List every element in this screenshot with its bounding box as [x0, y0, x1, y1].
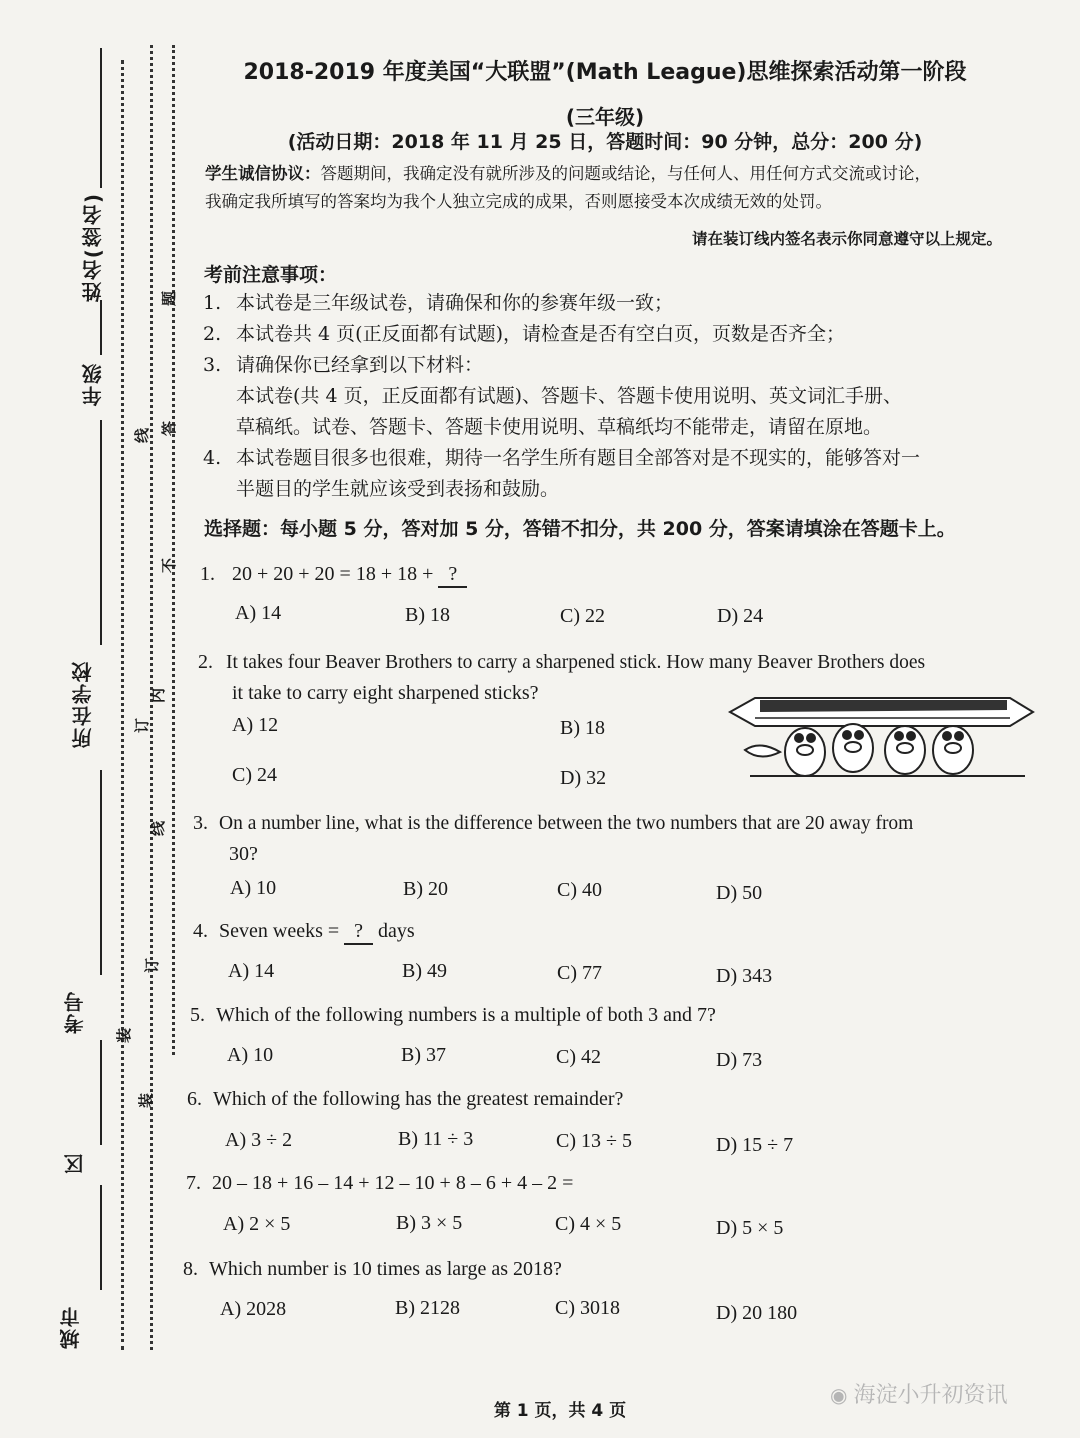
- notes-title: 考前注意事项：: [204, 264, 338, 286]
- exam-no-line: [100, 1040, 102, 1145]
- question-5: [190, 1004, 716, 1027]
- q4-option-c[interactable]: C) 77: [557, 962, 602, 984]
- name-line: [100, 48, 102, 188]
- question-text-line-2: it take to carry eight sharpened sticks?: [232, 682, 539, 704]
- note-2: [203, 319, 1043, 350]
- q4-option-d[interactable]: D) 343: [716, 965, 773, 987]
- q2-option-b[interactable]: B) 18: [560, 717, 605, 739]
- q5-option-c[interactable]: C) 42: [556, 1046, 601, 1068]
- q2-option-a[interactable]: A) 12: [232, 714, 279, 736]
- note-3: [203, 350, 1043, 381]
- q5-option-b[interactable]: B) 37: [401, 1044, 446, 1066]
- marker-da: 答: [160, 420, 179, 437]
- note-4: [203, 443, 1043, 474]
- q3-option-d[interactable]: D) 50: [716, 882, 763, 904]
- question-number: 8.: [183, 1258, 198, 1280]
- note-num: 2.: [203, 323, 222, 345]
- note-4-line-b: 半题目的学生就应该受到表扬和鼓励。: [236, 478, 560, 500]
- marker-xian-2: 线: [149, 820, 168, 837]
- question-text: Which of the following numbers is a multiple of both 3 and 7?: [216, 1004, 716, 1026]
- grade-line: [100, 420, 102, 645]
- note-num: 4.: [203, 447, 222, 469]
- honor-agreement: [205, 160, 1035, 216]
- q3-option-a[interactable]: A) 10: [230, 877, 277, 899]
- q8-option-c[interactable]: C) 3018: [555, 1297, 620, 1319]
- honor-line-1: 答题期间，我确定没有就所涉及的问题或结论，与任何人、用任何方式交流或讨论，: [320, 164, 931, 183]
- answer-blank: ?: [438, 563, 467, 588]
- q1-option-b[interactable]: B) 18: [405, 604, 450, 626]
- beaver-4: [933, 726, 973, 774]
- marker-ti: 题: [160, 290, 179, 307]
- q8-option-d[interactable]: D) 20 180: [716, 1302, 798, 1324]
- note-num: 3.: [203, 354, 222, 376]
- notes-list: [203, 288, 1043, 505]
- exam-grade: (三年级): [565, 105, 645, 129]
- beaver-3: [885, 726, 925, 774]
- marker-ding-2: 订: [143, 957, 162, 974]
- question-text: Which number is 10 times as large as 2018?: [209, 1258, 562, 1280]
- note-num: 1.: [203, 292, 222, 314]
- sidebar-school-label: 所在学校: [71, 660, 95, 748]
- wechat-icon: ◉: [830, 1383, 848, 1407]
- marker-zhuang-1: 装: [115, 1027, 134, 1044]
- q5-option-a[interactable]: A) 10: [227, 1044, 274, 1066]
- beaver-tail: [745, 745, 780, 756]
- question-8: [183, 1258, 562, 1281]
- note-text: 本试卷是三年级试卷，请确保和你的参赛年级一致；: [236, 292, 674, 314]
- sign-note: 请在装订线内签名表示你同意遵守以上规定。: [691, 230, 1002, 248]
- answer-blank: ?: [344, 920, 373, 945]
- marker-zhuang-2: 装: [137, 1092, 156, 1109]
- sidebar-exam-no-label: 考号: [63, 990, 87, 1034]
- page-footer: 第 1 页，共 4 页: [493, 1401, 627, 1421]
- q7-option-c[interactable]: C) 4 × 5: [555, 1213, 622, 1235]
- question-number: 3.: [193, 812, 208, 834]
- beaver-brothers-illustration: [725, 690, 1035, 785]
- binding-dotted-line-outer: [121, 60, 124, 1350]
- q2-option-c[interactable]: C) 24: [232, 764, 277, 786]
- beaver-2: [833, 724, 873, 772]
- sidebar-city-label: 城市: [59, 1305, 83, 1349]
- q3-option-c[interactable]: C) 40: [557, 879, 602, 901]
- q8-option-a[interactable]: A) 2028: [220, 1298, 287, 1320]
- q4-option-a[interactable]: A) 14: [228, 960, 275, 982]
- note-3-line-b: 草稿纸。试卷、答题卡、答题卡使用说明、草稿纸均不能带走，请留在原地。: [236, 416, 883, 438]
- sidebar-name-label: 姓名(签名): [81, 192, 105, 303]
- stick-shading: [760, 700, 1007, 712]
- question-number: 6.: [187, 1088, 202, 1110]
- sidebar-district-label: 区: [63, 1152, 87, 1174]
- q6-option-d[interactable]: D) 15 ÷ 7: [716, 1134, 794, 1156]
- grade-line-top: [100, 300, 102, 355]
- question-1: [200, 563, 467, 588]
- marker-bu: 不: [160, 557, 179, 574]
- question-text: Which of the following has the greatest remainder?: [213, 1088, 624, 1110]
- binding-dotted-line-third: [172, 45, 175, 1055]
- q4-option-b[interactable]: B) 49: [402, 960, 447, 982]
- q1-option-c[interactable]: C) 22: [560, 605, 605, 627]
- marker-xian-1: 线: [133, 427, 152, 444]
- section-title: 选择题：每小题 5 分，答对加 5 分，答错不扣分，共 200 分，答案请填涂在答题卡上。: [204, 518, 956, 540]
- note-text: 本试卷共 4 页(正反面都有试题)，请检查是否有空白页，页数是否齐全；: [236, 323, 845, 345]
- sidebar-grade-label: 年级: [81, 362, 105, 406]
- question-number: 5.: [190, 1004, 205, 1026]
- note-text: 本试卷题目很多也很难，期待一名学生所有题目全部答对是不现实的，能够答对一: [236, 447, 921, 469]
- exam-info: (活动日期：2018 年 11 月 25 日，答题时间：90 分钟，总分：200 分): [287, 131, 923, 153]
- question-text-line-1: It takes four Beaver Brothers to carry a sharpened stick. How many Beaver Brothers does: [226, 652, 926, 673]
- marker-nei: 内: [149, 687, 168, 704]
- note-text: 请确保你已经拿到以下材料：: [236, 354, 484, 376]
- watermark-text: 海淀小升初资讯: [853, 1383, 1008, 1408]
- question-number: 1.: [200, 563, 215, 585]
- question-4: [193, 920, 415, 945]
- q3-option-b[interactable]: B) 20: [403, 878, 448, 900]
- question-text-suffix: days: [373, 920, 415, 942]
- question-text: 20 – 18 + 16 – 14 + 12 – 10 + 8 – 6 + 4 – 2 =: [212, 1172, 574, 1194]
- question-number: 4.: [193, 920, 208, 942]
- question-text-line-2: 30?: [229, 843, 258, 865]
- honor-label: 学生诚信协议：: [205, 164, 321, 183]
- q6-option-c[interactable]: C) 13 ÷ 5: [556, 1130, 632, 1152]
- q1-option-d[interactable]: D) 24: [717, 605, 764, 627]
- question-text-line-1: On a number line, what is the difference between the two numbers that are 20 away from: [219, 813, 914, 834]
- q7-option-b[interactable]: B) 3 × 5: [396, 1212, 463, 1234]
- exam-title: 2018-2019 年度美国“大联盟”(Math League)思维探索活动第一阶段: [243, 60, 967, 85]
- watermark: [830, 1378, 1007, 1409]
- honor-line-2: 我确定我所填写的答案均为我个人独立完成的成果，否则愿接受本次成绩无效的处罚。: [205, 192, 832, 211]
- question-number: 2.: [198, 651, 213, 673]
- question-number: 7.: [186, 1172, 201, 1194]
- q7-option-d[interactable]: D) 5 × 5: [716, 1217, 784, 1239]
- q6-option-a[interactable]: A) 3 ÷ 2: [225, 1129, 293, 1151]
- note-3-line-a: 本试卷(共 4 页，正反面都有试题)、答题卡、答题卡使用说明、英文词汇手册、: [236, 385, 902, 407]
- q7-option-a[interactable]: A) 2 × 5: [223, 1213, 291, 1235]
- q6-option-b[interactable]: B) 11 ÷ 3: [398, 1128, 474, 1150]
- question-7: [186, 1172, 573, 1195]
- question-6: [187, 1088, 623, 1111]
- q8-option-b[interactable]: B) 2128: [395, 1297, 460, 1319]
- q2-option-d[interactable]: D) 32: [560, 767, 607, 789]
- school-line: [100, 770, 102, 975]
- beaver-1: [785, 728, 825, 776]
- district-line: [100, 1185, 102, 1290]
- note-1: [203, 288, 1043, 319]
- question-text: 20 + 20 + 20 = 18 + 18 +: [232, 563, 439, 585]
- question-3: [193, 808, 1033, 869]
- question-text: Seven weeks =: [219, 920, 345, 942]
- marker-ding-1: 订: [133, 717, 152, 734]
- q1-option-a[interactable]: A) 14: [235, 602, 282, 624]
- q5-option-d[interactable]: D) 73: [716, 1049, 763, 1071]
